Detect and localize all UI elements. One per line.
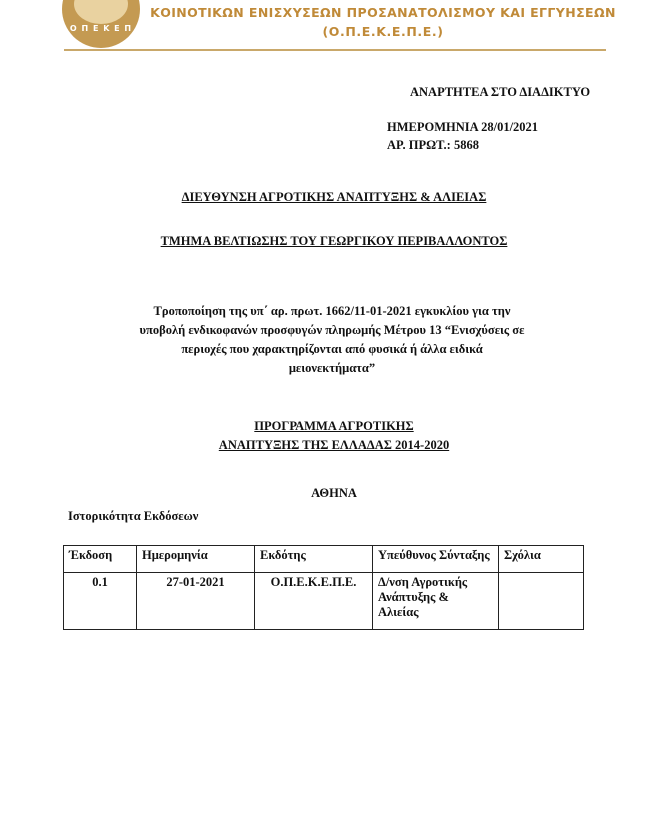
directorate-title: ΔΙΕΥΘΥΝΣΗ ΑΓΡΟΤΙΚΗΣ ΑΝΑΠΤΥΞΗΣ & ΑΛΙΕΙΑΣ <box>181 190 487 204</box>
city: ΑΘΗΝΑ <box>311 486 357 500</box>
header-version: Έκδοση <box>64 546 137 573</box>
header-author: Υπεύθυνος Σύνταξης <box>373 546 499 573</box>
programme-title-line1: ΠΡΟΓΡΑΜΜΑ ΑΓΡΟΤΙΚΗΣ <box>254 419 414 433</box>
cell-issuer: Ο.Π.Ε.Κ.Ε.Π.Ε. <box>255 573 373 630</box>
protocol-number: ΑΡ. ΠΡΩΤ.: 5868 <box>387 138 479 152</box>
version-history-label: Ιστορικότητα Εκδόσεων <box>68 509 199 523</box>
programme-title-line2: ΑΝΑΠΤΥΞΗΣ ΤΗΣ ΕΛΛΑΔΑΣ 2014-2020 <box>218 438 450 452</box>
subject-line: υποβολή ενδικοφανών προσφυγών πληρωμής Μέτρου 13 “Ενισχύσεις σε <box>139 323 525 337</box>
table-header-row <box>64 546 584 573</box>
letterhead <box>0 0 668 56</box>
subject-line: μειονεκτήματα” <box>288 361 376 375</box>
header-date: Ημερομηνία <box>137 546 255 573</box>
author-line: Αλιείας <box>378 605 419 619</box>
cell-date: 27-01-2021 <box>137 573 255 630</box>
cell-version: 0.1 <box>64 573 137 630</box>
logo-lettering: Ο Π Ε Κ Ε Π <box>69 24 133 33</box>
author-line: Δ/νση Αγροτικής <box>378 575 468 589</box>
subject-line: περιοχές που χαρακτηρίζονται από φυσικά ή άλλα ειδικά <box>181 342 483 356</box>
organization-name: ΚΟΙΝΟΤΙΚΩΝ ΕΝΙΣΧΥΣΕΩΝ ΠΡΟΣΑΝΑΤΟΛΙΣΜΟΥ ΚΑΙ ΕΓΓΥΗΣΕΩΝ <box>150 5 616 20</box>
department-title: ΤΜΗΜΑ ΒΕΛΤΙΩΣΗΣ ΤΟΥ ΓΕΩΡΓΙΚΟΥ ΠΕΡΙΒΑΛΛΟΝΤΟΣ <box>160 234 508 248</box>
cell-author <box>373 573 499 630</box>
version-history-table <box>63 545 584 630</box>
document-date: ΗΜΕΡΟΜΗΝΙΑ 28/01/2021 <box>387 120 539 134</box>
header-divider <box>64 49 606 51</box>
subject-block <box>82 302 582 378</box>
posting-note: ΑΝΑΡΤΗΤΕΑ ΣΤΟ ΔΙΑΔΙΚΤΥΟ <box>410 85 591 99</box>
header-issuer: Εκδότης <box>255 546 373 573</box>
cell-comments <box>499 573 584 630</box>
organization-abbreviation: (Ο.Π.Ε.Κ.Ε.Π.Ε.) <box>322 24 444 39</box>
wheat-emblem-icon <box>74 0 128 24</box>
table-row <box>64 573 584 630</box>
header-comments: Σχόλια <box>499 546 584 573</box>
subject-line: Τροποποίηση της υπ΄ αρ. πρωτ. 1662/11-01-2021 εγκυκλίου για την <box>153 304 511 318</box>
opekepe-logo <box>62 0 140 48</box>
author-line: Ανάπτυξης & <box>378 590 449 604</box>
